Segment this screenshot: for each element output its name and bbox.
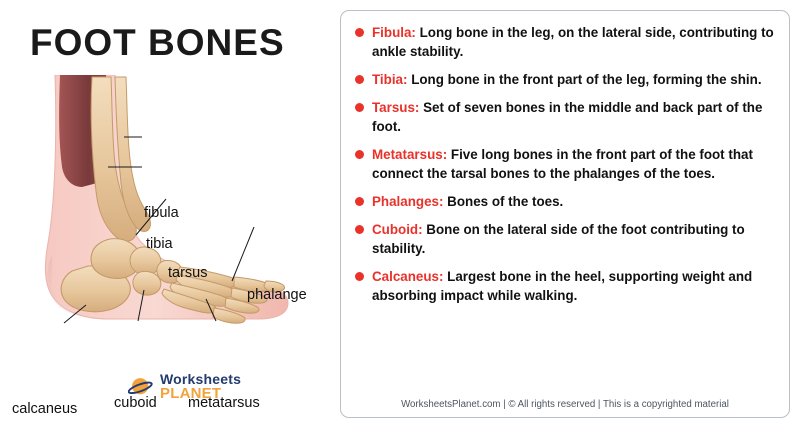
definition-text xyxy=(372,23,777,61)
list-item xyxy=(355,145,777,183)
definition-term: Cuboid: xyxy=(372,222,423,238)
definition-description: Set of seven bones in the middle and back part of the foot. xyxy=(372,100,763,135)
logo-line-worksheets: Worksheets xyxy=(160,371,242,387)
figure-label-phalange: phalange xyxy=(247,287,307,303)
list-item xyxy=(355,220,777,258)
definition-description: Bones of the toes. xyxy=(443,194,564,210)
definition-text xyxy=(372,192,563,211)
list-item xyxy=(355,192,777,211)
definition-description: Bone on the lateral side of the foot contributing to stability. xyxy=(372,222,745,257)
bullet-icon xyxy=(355,225,364,234)
definition-description: Five long bones in the front part of the foot that connect the tarsal bones to the phalanges of the toes. xyxy=(372,147,753,182)
definition-term: Tarsus: xyxy=(372,100,420,116)
logo-text xyxy=(160,372,241,401)
bullet-icon xyxy=(355,75,364,84)
planet-icon xyxy=(128,374,154,400)
definitions-panel xyxy=(340,10,790,418)
bullet-icon xyxy=(355,197,364,206)
definition-term: Fibula: xyxy=(372,25,416,40)
bullet-icon xyxy=(355,103,364,112)
bullet-icon xyxy=(355,272,364,281)
logo-line-planet: PLANET xyxy=(160,385,222,402)
bullet-icon xyxy=(355,150,364,159)
figure-label-tarsus: tarsus xyxy=(168,265,208,281)
bullet-icon xyxy=(355,28,364,37)
definition-description: Long bone in the front part of the leg, forming the shin. xyxy=(407,72,762,88)
figure-label-cuboid: cuboid xyxy=(114,395,157,411)
definition-term: Tibia: xyxy=(372,72,408,88)
figure-label-tibia: tibia xyxy=(146,236,173,252)
figure-label-calcaneus: calcaneus xyxy=(12,401,78,417)
definition-text xyxy=(372,70,762,89)
left-panel xyxy=(0,0,338,428)
definition-list xyxy=(355,23,777,314)
definition-text xyxy=(372,267,777,305)
page-title: FOOT BONES xyxy=(30,22,285,63)
list-item xyxy=(355,70,777,89)
definition-text xyxy=(372,145,777,183)
list-item xyxy=(355,267,777,305)
definition-term: Calcaneus: xyxy=(372,269,444,285)
definition-term: Phalanges: xyxy=(372,194,444,210)
definition-text xyxy=(372,220,777,258)
definition-term: Metatarsus: xyxy=(372,147,448,163)
definition-text xyxy=(372,98,777,136)
worksheets-planet-logo[interactable] xyxy=(128,372,241,401)
copyright-footer: WorksheetsPlanet.com | © All rights reserved | This is a copyrighted material xyxy=(401,399,729,410)
list-item xyxy=(355,98,777,136)
definition-description: Largest bone in the heel, supporting weight and absorbing impact while walking. xyxy=(372,269,753,304)
figure-label-metatarsus: metatarsus xyxy=(188,395,260,411)
cuboid-bone xyxy=(133,271,161,295)
list-item xyxy=(355,23,777,61)
definition-description: Long bone in the leg, on the lateral side, contributing to ankle stability. xyxy=(372,25,774,60)
figure-label-fibula: fibula xyxy=(144,205,179,221)
